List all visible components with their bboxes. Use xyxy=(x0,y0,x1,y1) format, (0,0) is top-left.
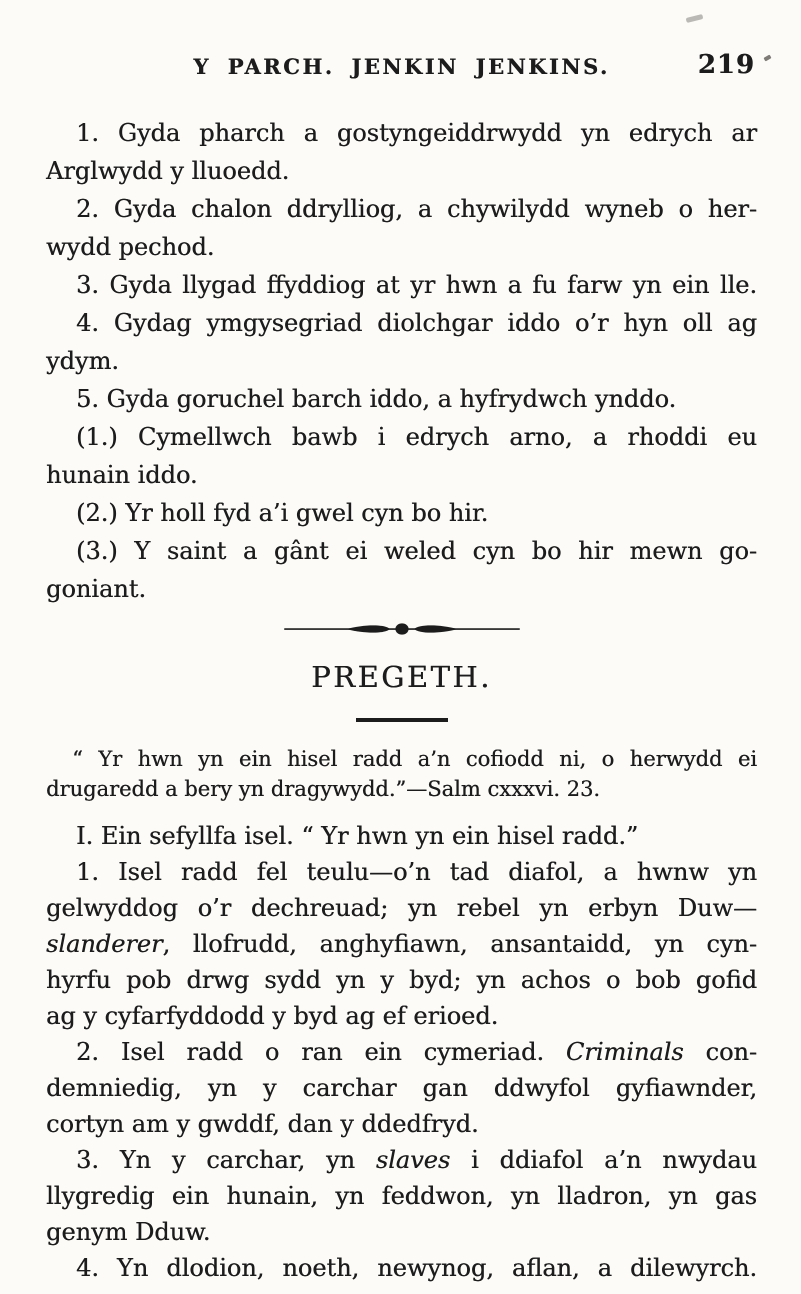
paragraph xyxy=(46,1250,757,1286)
paragraph xyxy=(46,266,757,304)
ornament-divider-icon xyxy=(284,620,520,638)
text-line xyxy=(46,890,757,926)
text-segment: 3. Yn y carchar, yn xyxy=(76,1146,376,1174)
text-segment: “ Yr hwn yn ein hisel radd a’n cofiodd ni, o herwydd ei xyxy=(72,747,757,771)
text-line xyxy=(46,1142,757,1178)
text-segment: 2. Isel radd o ran ein cymeriad. xyxy=(76,1038,566,1066)
text-line xyxy=(46,774,757,804)
text-line xyxy=(46,1214,757,1250)
text-line xyxy=(46,380,757,418)
text-segment: (1.) Cymellwch bawb i edrych arno, a rhoddi eu xyxy=(76,423,757,451)
opening-points-section xyxy=(46,114,757,608)
paragraph xyxy=(46,418,757,494)
text-segment: 2. Gyda chalon ddrylliog, a chywilydd wyneb o her- xyxy=(76,195,757,223)
text-line xyxy=(46,304,757,342)
text-line xyxy=(46,998,757,1034)
sermon-heading: PREGETH. xyxy=(311,660,492,694)
text-line xyxy=(46,818,757,854)
italic-text: slaves xyxy=(375,1146,451,1174)
paragraph xyxy=(46,1142,757,1250)
text-line xyxy=(46,494,757,532)
text-line xyxy=(46,962,757,998)
text-line xyxy=(46,152,757,190)
text-segment: ydym. xyxy=(46,347,119,375)
text-segment: I. Ein sefyllfa isel. “ Yr hwn yn ein hisel radd.” xyxy=(76,822,639,850)
epigraph xyxy=(46,744,757,804)
scan-speck xyxy=(763,55,771,62)
text-line xyxy=(46,854,757,890)
paragraph xyxy=(46,304,757,380)
text-segment: wydd pechod. xyxy=(46,233,215,261)
text-segment: hyrfu pob drwg sydd yn y byd; yn achos o bob gofid xyxy=(46,966,757,994)
text-segment: 1. Isel radd fel teulu—o’n tad diafol, a hwnw yn xyxy=(76,858,757,886)
scan-smudge xyxy=(686,14,704,23)
text-line xyxy=(46,266,757,304)
text-segment: ag y cyfarfyddodd y byd ag ef erioed. xyxy=(46,1002,499,1030)
text-line xyxy=(46,1070,757,1106)
italic-text: Criminals xyxy=(565,1038,684,1066)
sermon-body-section xyxy=(46,818,757,1286)
text-segment: i ddiafol a’n nwydau xyxy=(450,1146,757,1174)
text-segment: cortyn am y gwddf, dan y ddedfryd. xyxy=(46,1110,479,1138)
text-line xyxy=(46,342,757,380)
section-divider xyxy=(46,620,757,638)
paragraph xyxy=(46,1034,757,1142)
paragraph xyxy=(46,114,757,190)
text-line xyxy=(46,114,757,152)
text-line xyxy=(46,1250,757,1286)
text-segment: , llofrudd, anghyfiawn, ansantaidd, yn cyn- xyxy=(162,930,757,958)
text-segment: hunain iddo. xyxy=(46,461,198,489)
text-line xyxy=(46,744,757,774)
page-number: 219 xyxy=(697,50,755,80)
paragraph xyxy=(46,494,757,532)
text-segment: 1. Gyda pharch a gostyngeiddrwydd yn edrych ar xyxy=(76,119,757,147)
paragraph xyxy=(46,818,757,854)
running-header xyxy=(46,50,757,82)
paragraph xyxy=(46,532,757,608)
text-segment: 4. Yn dlodion, noeth, newynog, aflan, a dilewyrch. xyxy=(76,1254,757,1282)
text-segment: Arglwydd y lluoedd. xyxy=(46,157,290,185)
text-line xyxy=(46,1178,757,1214)
text-line xyxy=(46,1106,757,1142)
paragraph xyxy=(46,380,757,418)
paragraph xyxy=(46,190,757,266)
paragraph xyxy=(46,744,757,804)
text-segment: genym Dduw. xyxy=(46,1218,211,1246)
text-segment: gelwyddog o’r dechreuad; yn rebel yn erbyn Duw— xyxy=(46,894,757,922)
text-line xyxy=(46,190,757,228)
running-header-title: Y PARCH. JENKIN JENKINS. xyxy=(193,54,610,79)
text-line xyxy=(46,1034,757,1070)
text-segment: 3. Gyda llygad ffyddiog at yr hwn a fu farw yn ein lle. xyxy=(76,271,757,299)
text-segment: goniant. xyxy=(46,575,146,603)
heading-rule xyxy=(356,718,448,722)
italic-text: slanderer xyxy=(46,930,163,958)
text-segment: 5. Gyda goruchel barch iddo, a hyfrydwch ynddo. xyxy=(76,385,677,413)
text-line xyxy=(46,456,757,494)
text-segment: (3.) Y saint a gânt ei weled cyn bo hir mewn go- xyxy=(76,537,757,565)
text-line xyxy=(46,532,757,570)
text-line xyxy=(46,570,757,608)
paragraph xyxy=(46,854,757,1034)
text-segment: con- xyxy=(683,1038,757,1066)
text-line xyxy=(46,228,757,266)
text-line xyxy=(46,418,757,456)
text-segment: llygredig ein hunain, yn feddwon, yn lladron, yn gas xyxy=(46,1182,757,1210)
text-segment: 4. Gydag ymgysegriad diolchgar iddo o’r hyn oll ag xyxy=(76,309,757,337)
text-segment: (2.) Yr holl fyd a’i gwel cyn bo hir. xyxy=(76,499,489,527)
text-segment: demniedig, yn y carchar gan ddwyfol gyfiawnder, xyxy=(46,1074,757,1102)
text-segment: drugaredd a bery yn dragywydd.”—Salm cxxxvi. 23. xyxy=(46,777,600,801)
text-line xyxy=(46,926,757,962)
